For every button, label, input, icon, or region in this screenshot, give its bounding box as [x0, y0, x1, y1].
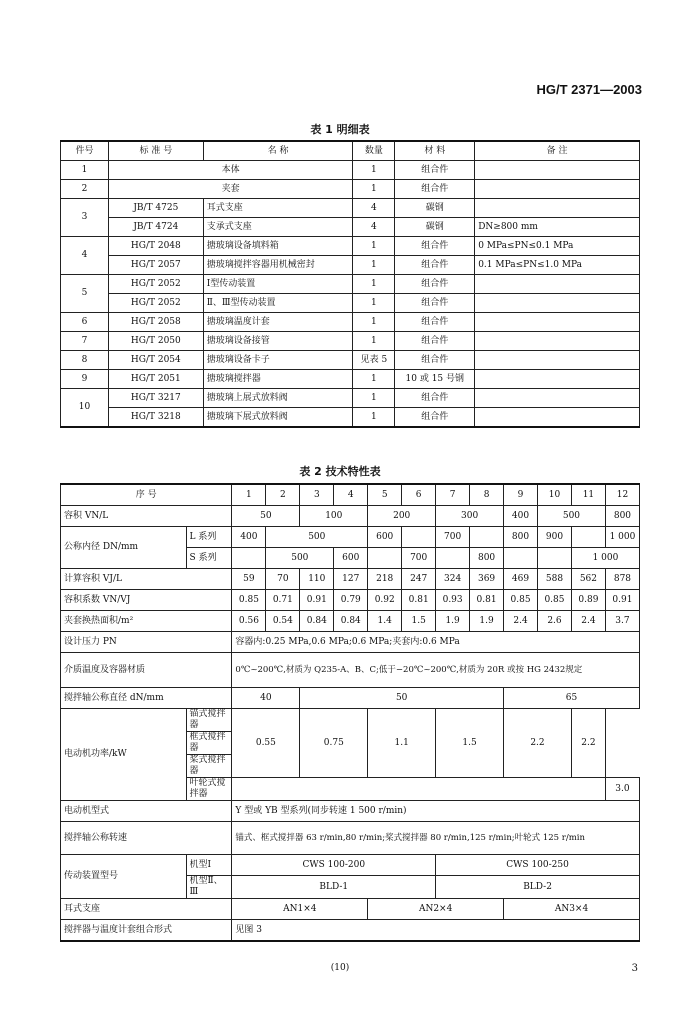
table1-qty-cell: 1	[353, 370, 395, 389]
detail-table	[60, 140, 640, 428]
table1-note-cell: 0 MPa≤PN≤0.1 MPa	[475, 237, 640, 256]
seq-3: 3	[300, 484, 334, 506]
s-series-4: 800	[470, 548, 504, 569]
table1-qty-cell: 1	[353, 180, 395, 199]
table1-row	[61, 351, 640, 370]
table1-header-cell: 材 料	[395, 141, 475, 161]
agitator-anchor: 锚式搅拌器	[186, 709, 232, 732]
seq-8: 8	[470, 484, 504, 506]
table1-header-cell: 数量	[353, 141, 395, 161]
table1-note-cell	[475, 199, 640, 218]
fill-4: 0.79	[334, 590, 368, 611]
table1-name-cell: 搪玻璃设备卡子	[203, 351, 353, 370]
ear-label: 耳式支座	[61, 899, 232, 920]
calc-volume-5: 218	[368, 569, 402, 590]
area-12: 3.7	[605, 611, 639, 632]
table1-header-row	[61, 141, 640, 161]
table1-std-cell: HG/T 2057	[108, 256, 203, 275]
table1-material-cell: 组合件	[395, 313, 475, 332]
table1-header-cell: 备 注	[475, 141, 640, 161]
table1-note-cell	[475, 161, 640, 180]
agitator-impeller: 叶轮式搅拌器	[186, 778, 232, 801]
table1-caption: 表 1 明细表	[310, 123, 370, 136]
page-number: 3	[631, 963, 638, 974]
table1-material-cell: 组合件	[395, 294, 475, 313]
table1-material-cell: 组合件	[395, 256, 475, 275]
seq-6: 6	[402, 484, 436, 506]
table1-row	[61, 218, 640, 237]
table1-row	[61, 199, 640, 218]
area-3: 0.84	[300, 611, 334, 632]
ear-1: AN1×4	[232, 899, 368, 920]
table1-material-cell: 组合件	[395, 237, 475, 256]
temp-row	[61, 653, 640, 688]
shaft-2: 50	[300, 688, 504, 709]
calc-volume-3: 110	[300, 569, 334, 590]
table1-note-cell	[475, 370, 640, 389]
ear-3: AN3×4	[504, 899, 640, 920]
s-series-3: 700	[402, 548, 436, 569]
l-series-4: 700	[436, 527, 470, 548]
table1-name-cell: 搪玻璃上展式放料阀	[203, 389, 353, 408]
table1-qty-cell: 1	[353, 237, 395, 256]
s-series-label: S 系列	[186, 548, 232, 569]
table1-name-cell: 搪玻璃温度计套	[203, 313, 353, 332]
table1-no-cell: 3	[61, 199, 109, 237]
table1-material-cell: 组合件	[395, 389, 475, 408]
seq-row	[61, 484, 640, 506]
s-series-2: 600	[334, 548, 368, 569]
table1-name-cell: 夹套	[108, 180, 353, 199]
fill-10: 0.85	[538, 590, 572, 611]
table1-material-cell: 碳钢	[395, 199, 475, 218]
table1-std-cell: JB/T 4725	[108, 199, 203, 218]
area-7: 1.9	[436, 611, 470, 632]
table1-qty-cell: 1	[353, 161, 395, 180]
table1-std-cell: HG/T 3218	[108, 408, 203, 428]
table1-row	[61, 161, 640, 180]
volume-3: 200	[368, 506, 436, 527]
table1-row	[61, 180, 640, 199]
speed-label: 搅拌轴公称转速	[61, 822, 232, 855]
table1-std-cell: HG/T 2058	[108, 313, 203, 332]
table1-row	[61, 408, 640, 428]
calc-volume-4: 127	[334, 569, 368, 590]
standard-number: HG/T 2371—2003	[536, 82, 642, 97]
shaft-3: 65	[504, 688, 640, 709]
area-label: 夹套换热面积/m²	[61, 611, 232, 632]
table1-name-cell: 搪玻璃设备接管	[203, 332, 353, 351]
fill-1: 0.85	[232, 590, 266, 611]
table1-row	[61, 313, 640, 332]
table1-material-cell: 组合件	[395, 161, 475, 180]
volume-4: 300	[436, 506, 504, 527]
table1-qty-cell: 1	[353, 256, 395, 275]
table1-note-cell: DN≥800 mm	[475, 218, 640, 237]
calc-volume-8: 369	[470, 569, 504, 590]
table1-material-cell: 10 或 15 号钢	[395, 370, 475, 389]
area-5: 1.4	[368, 611, 402, 632]
fill-6: 0.81	[402, 590, 436, 611]
table1-name-cell: 本体	[108, 161, 353, 180]
calc-volume-row	[61, 569, 640, 590]
drive-label: 传动装置型号	[61, 855, 187, 899]
table1-no-cell: 5	[61, 275, 109, 313]
table1-row	[61, 256, 640, 275]
table1-no-cell: 2	[61, 180, 109, 199]
area-9: 2.4	[504, 611, 538, 632]
drive-1-label: 机型Ⅰ	[186, 855, 232, 876]
volume-2: 100	[300, 506, 368, 527]
table1-material-cell: 组合件	[395, 408, 475, 428]
fill-row	[61, 590, 640, 611]
table1-std-cell: HG/T 2052	[108, 294, 203, 313]
motor-label: 电动机功率/kW	[61, 709, 187, 801]
table1-header-cell: 标 准 号	[108, 141, 203, 161]
table1-std-cell: JB/T 4724	[108, 218, 203, 237]
table1-note-cell	[475, 332, 640, 351]
pressure-label: 设计压力 PN	[61, 632, 232, 653]
calc-volume-label: 计算容积 VJ/L	[61, 569, 232, 590]
table1-no-cell: 7	[61, 332, 109, 351]
table1-row	[61, 294, 640, 313]
table1-name-cell: 搪玻璃下展式放料阀	[203, 408, 353, 428]
table1-no-cell: 8	[61, 351, 109, 370]
shaft-1: 40	[232, 688, 300, 709]
table1-std-cell: HG/T 2050	[108, 332, 203, 351]
shaft-row	[61, 688, 640, 709]
table1-row	[61, 237, 640, 256]
table1-note-cell	[475, 389, 640, 408]
pressure-row	[61, 632, 640, 653]
l-series-row	[61, 527, 640, 548]
drive-23-label: 机型Ⅱ、Ⅲ	[186, 876, 232, 899]
table1-std-cell: HG/T 2052	[108, 275, 203, 294]
table1-std-cell: HG/T 2051	[108, 370, 203, 389]
l-series-5: 800	[504, 527, 538, 548]
agitator-paddle: 桨式搅拌器	[186, 755, 232, 778]
motor-3: 1.1	[368, 709, 436, 778]
table1-qty-cell: 1	[353, 294, 395, 313]
table1-note-cell	[475, 408, 640, 428]
table1-qty-cell: 1	[353, 408, 395, 428]
l-series-3: 600	[368, 527, 402, 548]
seq-1: 1	[232, 484, 266, 506]
diameter-label: 公称内径 DN/mm	[61, 527, 187, 569]
l-series-6: 900	[538, 527, 572, 548]
assembly-label: 搅拌器与温度计套组合形式	[61, 920, 232, 942]
table1-name-cell: Ⅰ型传动装置	[203, 275, 353, 294]
table1-row	[61, 389, 640, 408]
area-10: 2.6	[538, 611, 572, 632]
area-8: 1.9	[470, 611, 504, 632]
table1-name-cell: 搪玻璃设备填料箱	[203, 237, 353, 256]
fill-label: 容积系数 VN/VJ	[61, 590, 232, 611]
fill-9: 0.85	[504, 590, 538, 611]
seq-12: 12	[605, 484, 639, 506]
seq-10: 10	[538, 484, 572, 506]
motor-5: 2.2	[504, 709, 572, 778]
calc-volume-2: 70	[266, 569, 300, 590]
table1-name-cell: 支承式支座	[203, 218, 353, 237]
calc-volume-1: 59	[232, 569, 266, 590]
calc-volume-12: 878	[605, 569, 639, 590]
motor-7: 3.0	[605, 778, 639, 801]
seq-2: 2	[266, 484, 300, 506]
drive-1-a: CWS 100-200	[232, 855, 436, 876]
assembly-value: 见图 3	[232, 920, 640, 942]
fill-7: 0.93	[436, 590, 470, 611]
motor-4: 1.5	[436, 709, 504, 778]
l-series-2: 500	[266, 527, 368, 548]
table1-qty-cell: 4	[353, 218, 395, 237]
l-series-7: 1 000	[605, 527, 639, 548]
motor-6: 2.2	[571, 709, 605, 778]
calc-volume-6: 247	[402, 569, 436, 590]
table1-qty-cell: 1	[353, 389, 395, 408]
tech-spec-table	[60, 483, 640, 942]
temp-label: 介质温度及容器材质	[61, 653, 232, 688]
volume-row	[61, 506, 640, 527]
table1-header-cell: 件号	[61, 141, 109, 161]
table2-caption: 表 2 技术特性表	[299, 465, 381, 478]
table1-row	[61, 370, 640, 389]
table1-material-cell: 组合件	[395, 332, 475, 351]
motor-1: 0.55	[232, 709, 300, 778]
table1-material-cell: 碳钢	[395, 218, 475, 237]
table1-std-cell: HG/T 2054	[108, 351, 203, 370]
drive-23-a: BLD-1	[232, 876, 436, 899]
table1-no-cell: 10	[61, 389, 109, 428]
drive-1-b: CWS 100-250	[436, 855, 640, 876]
area-1: 0.56	[232, 611, 266, 632]
area-4: 0.84	[334, 611, 368, 632]
table1-std-cell: HG/T 2048	[108, 237, 203, 256]
table1-qty-cell: 4	[353, 199, 395, 218]
fill-12: 0.91	[605, 590, 639, 611]
table1-material-cell: 组合件	[395, 180, 475, 199]
table1-note-cell	[475, 180, 640, 199]
fill-8: 0.81	[470, 590, 504, 611]
fill-11: 0.89	[571, 590, 605, 611]
table1-no-cell: 1	[61, 161, 109, 180]
table1-note-cell	[475, 294, 640, 313]
motor-2: 0.75	[300, 709, 368, 778]
seq-4: 4	[334, 484, 368, 506]
calc-volume-7: 324	[436, 569, 470, 590]
motor-row-1	[61, 709, 640, 732]
seq-11: 11	[571, 484, 605, 506]
table1-note-cell	[475, 351, 640, 370]
table1-qty-cell: 1	[353, 313, 395, 332]
seq-label: 序 号	[61, 484, 232, 506]
motor-type-value: Y 型或 YB 型系列(同步转速 1 500 r/min)	[232, 801, 640, 822]
assembly-row	[61, 920, 640, 942]
table1-no-cell: 4	[61, 237, 109, 275]
table1-no-cell: 9	[61, 370, 109, 389]
area-6: 1.5	[402, 611, 436, 632]
seq-9: 9	[504, 484, 538, 506]
shaft-label: 搅拌轴公称直径 dN/mm	[61, 688, 232, 709]
volume-5: 400	[504, 506, 538, 527]
s-series-5: 1 000	[571, 548, 639, 569]
fill-2: 0.71	[266, 590, 300, 611]
fill-5: 0.92	[368, 590, 402, 611]
drive-row-1	[61, 855, 640, 876]
ear-row	[61, 899, 640, 920]
table1-note-cell	[475, 275, 640, 294]
l-series-label: L 系列	[186, 527, 232, 548]
motor-type-row	[61, 801, 640, 822]
table1-name-cell: 搪玻璃搅拌容器用机械密封	[203, 256, 353, 275]
calc-volume-9: 469	[504, 569, 538, 590]
table1-qty-cell: 1	[353, 332, 395, 351]
seq-5: 5	[368, 484, 402, 506]
motor-type-label: 电动机型式	[61, 801, 232, 822]
volume-6: 500	[538, 506, 606, 527]
table1-qty-cell: 1	[353, 275, 395, 294]
ear-2: AN2×4	[368, 899, 504, 920]
speed-row	[61, 822, 640, 855]
table1-material-cell: 组合件	[395, 351, 475, 370]
volume-1: 50	[232, 506, 300, 527]
seq-7: 7	[436, 484, 470, 506]
speed-value: 锚式、框式搅拌器 63 r/min,80 r/min;桨式搅拌器 80 r/min,125 r/min;叶轮式 125 r/min	[232, 822, 640, 855]
drive-23-b: BLD-2	[436, 876, 640, 899]
s-series-1: 500	[266, 548, 334, 569]
table1-qty-cell: 见表 5	[353, 351, 395, 370]
pressure-value: 容器内:0.25 MPa,0.6 MPa;0.6 MPa;夹套内:0.6 MPa	[232, 632, 640, 653]
l-series-1: 400	[232, 527, 266, 548]
calc-volume-11: 562	[571, 569, 605, 590]
table1-row	[61, 332, 640, 351]
table1-no-cell: 6	[61, 313, 109, 332]
table1-material-cell: 组合件	[395, 275, 475, 294]
area-2: 0.54	[266, 611, 300, 632]
volume-7: 800	[605, 506, 639, 527]
table1-header-cell: 名 称	[203, 141, 353, 161]
table1-note-cell	[475, 313, 640, 332]
agitator-frame: 框式搅拌器	[186, 732, 232, 755]
table1-name-cell: Ⅱ、Ⅲ型传动装置	[203, 294, 353, 313]
volume-label: 容积 VN/L	[61, 506, 232, 527]
temp-value: 0℃~200℃,材质为 Q235-A、B、C;低于−20℃~200℃,材质为 20R 或按 HG 2432规定	[232, 653, 640, 688]
calc-volume-10: 588	[538, 569, 572, 590]
table1-name-cell: 耳式支座	[203, 199, 353, 218]
table1-note-cell: 0.1 MPa≤PN≤1.0 MPa	[475, 256, 640, 275]
area-11: 2.4	[571, 611, 605, 632]
fill-3: 0.91	[300, 590, 334, 611]
table1-row	[61, 275, 640, 294]
table1-std-cell: HG/T 3217	[108, 389, 203, 408]
folio: (10)	[330, 963, 350, 973]
area-row	[61, 611, 640, 632]
table1-name-cell: 搪玻璃搅拌器	[203, 370, 353, 389]
